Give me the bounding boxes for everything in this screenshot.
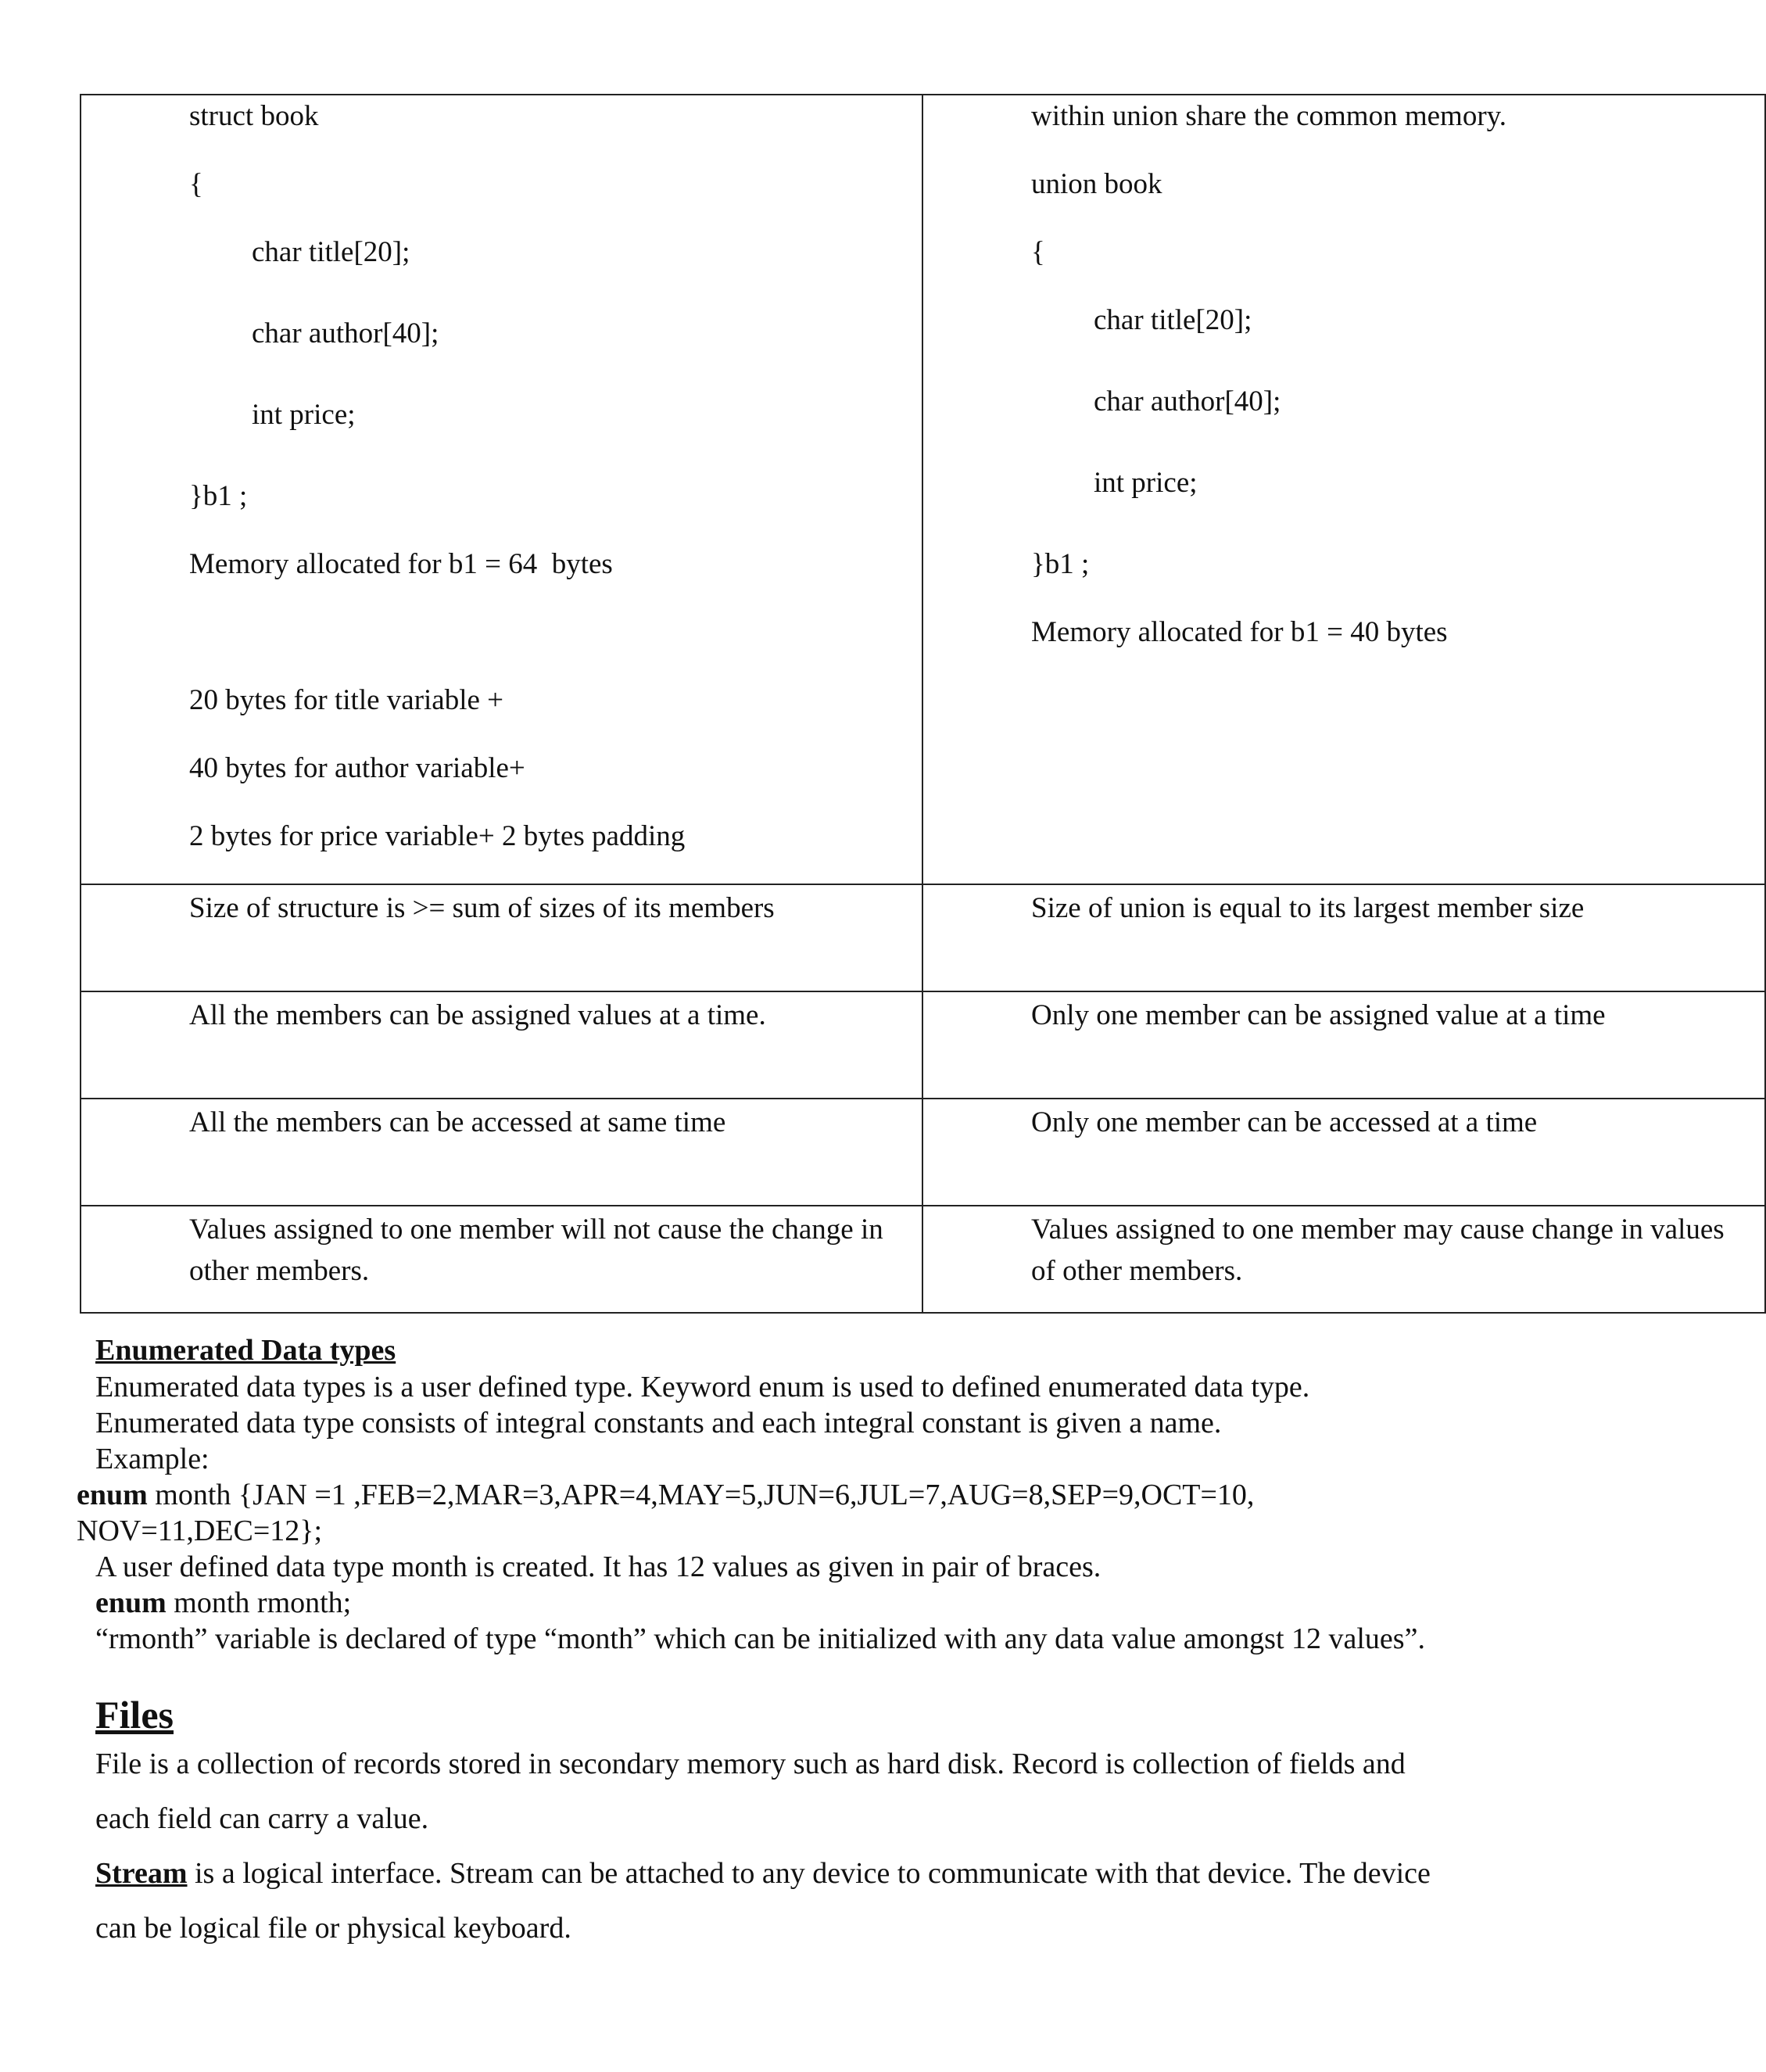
code-line: 2 bytes for price variable+ 2 bytes padding <box>189 820 686 852</box>
paragraph-line: Example: <box>95 1443 210 1475</box>
code-line: within union share the common memory. <box>1031 100 1506 132</box>
table-row <box>81 884 1765 991</box>
table-row <box>81 991 1765 1099</box>
code-line: char author[40]; <box>1094 385 1281 418</box>
code-line: { <box>189 168 203 200</box>
struct-cell: Size of structure is >= sum of sizes of its members <box>81 884 922 991</box>
code-line: char author[40]; <box>252 317 439 350</box>
keyword-enum: enum <box>77 1479 148 1511</box>
code-line: union book <box>1031 168 1162 200</box>
code-line: struct book <box>189 100 319 132</box>
paragraph-line: Enumerated data type consists of integral constants and each integral constant is given a name. <box>95 1407 1222 1439</box>
paragraph-line: A user defined data type month is created. It has 12 values as given in pair of braces. <box>95 1550 1102 1583</box>
code-example-text: month rmonth; <box>166 1586 352 1619</box>
union-cell: Values assigned to one member may cause change in values of other members. <box>922 1206 1765 1313</box>
paragraph-line: File is a collection of records stored in secondary memory such as hard disk. Record is collection of fields and <box>95 1748 1406 1780</box>
union-cell: Size of union is equal to its largest member size <box>922 884 1765 991</box>
code-line: char title[20]; <box>252 236 410 268</box>
code-example-line <box>77 1477 1254 1513</box>
struct-cell: Values assigned to one member will not cause the change in other members. <box>81 1206 922 1313</box>
code-example-line: NOV=11,DEC=12}; <box>77 1515 323 1547</box>
paragraph-text: is a logical interface. Stream can be attached to any device to communicate with that device. The device <box>187 1857 1431 1890</box>
code-line: Memory allocated for b1 = 64 bytes <box>189 548 613 580</box>
table-row <box>81 1099 1765 1206</box>
paragraph-line: “rmonth” variable is declared of type “month” which can be initialized with any data value amongst 12 values”. <box>95 1622 1425 1655</box>
code-example-line <box>95 1585 351 1621</box>
files-heading: Files <box>95 1693 174 1737</box>
table-row <box>81 1206 1765 1313</box>
struct-cell: All the members can be accessed at same time <box>81 1099 922 1206</box>
keyword-enum: enum <box>95 1586 167 1619</box>
union-cell: Only one member can be assigned value at a time <box>922 991 1765 1099</box>
stream-term: Stream <box>95 1857 188 1890</box>
code-line: }b1 ; <box>1031 548 1090 580</box>
code-line: 40 bytes for author variable+ <box>189 752 525 784</box>
struct-code-cell <box>81 95 922 884</box>
code-line: }b1 ; <box>189 480 248 512</box>
code-line <box>189 611 890 679</box>
enum-heading: Enumerated Data types <box>95 1334 396 1367</box>
struct-cell: All the members can be assigned values at a time. <box>81 991 922 1099</box>
code-line: int price; <box>1094 467 1198 499</box>
table-row <box>81 95 1765 884</box>
paragraph-line <box>95 1855 1431 1891</box>
code-line: int price; <box>252 399 356 431</box>
code-line: 20 bytes for title variable + <box>189 684 504 716</box>
paragraph-line: can be logical file or physical keyboard. <box>95 1912 571 1945</box>
union-code-cell <box>922 95 1765 884</box>
paragraph-line: Enumerated data types is a user defined type. Keyword enum is used to defined enumerated data type. <box>95 1371 1310 1403</box>
union-cell: Only one member can be accessed at a time <box>922 1099 1765 1206</box>
code-example-text: month {JAN =1 ,FEB=2,MAR=3,APR=4,MAY=5,JUN=6,JUL=7,AUG=8,SEP=9,OCT=10, <box>147 1479 1255 1511</box>
code-line: { <box>1031 236 1045 268</box>
struct-union-comparison-table <box>80 94 1766 1314</box>
code-line: Memory allocated for b1 = 40 bytes <box>1031 616 1448 648</box>
code-line: char title[20]; <box>1094 304 1252 336</box>
paragraph-line: each field can carry a value. <box>95 1802 429 1835</box>
